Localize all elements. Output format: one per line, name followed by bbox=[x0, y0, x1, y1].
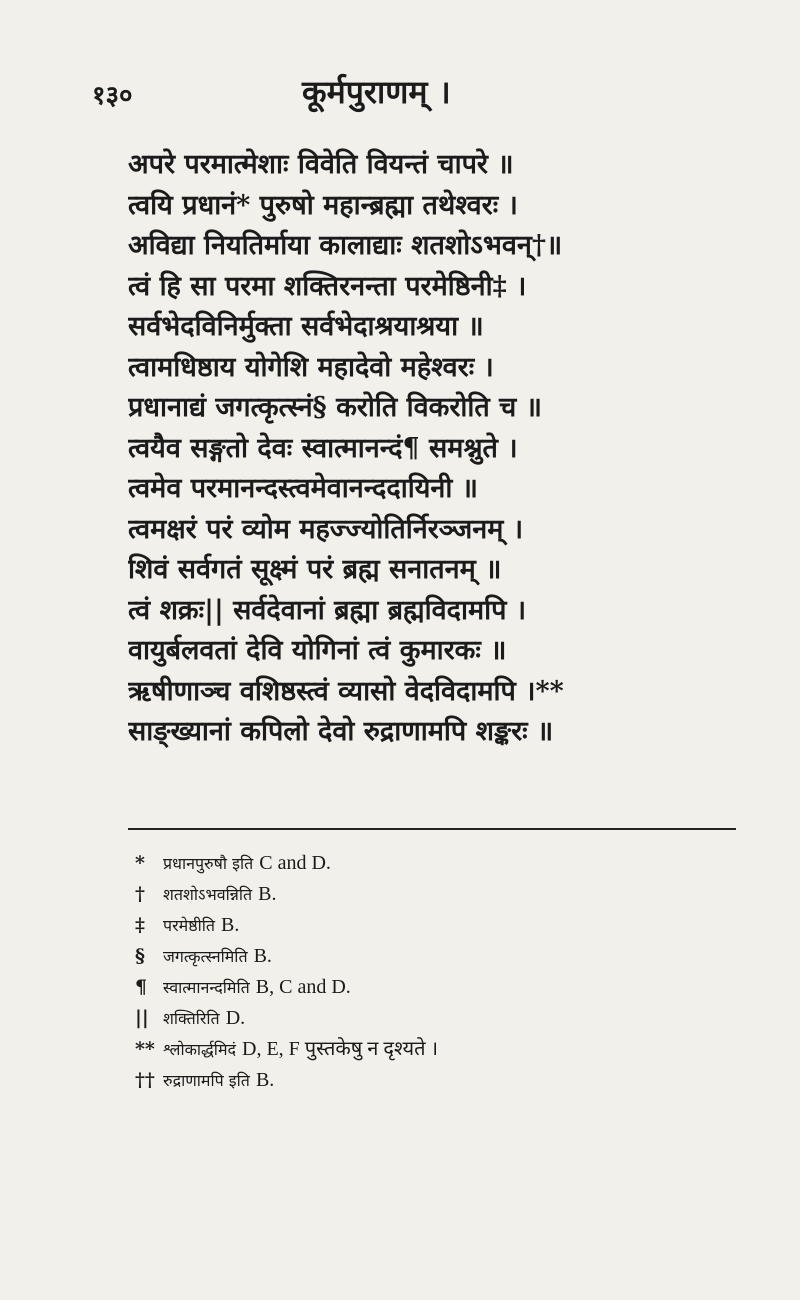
verse-line: त्वमेव परमानन्दस्त्वमेवानन्ददायिनी ॥ bbox=[128, 473, 478, 504]
footnote bbox=[135, 941, 735, 972]
footnote-mark: ** bbox=[135, 1038, 155, 1060]
footnote-text: स्वात्मानन्दमिति bbox=[163, 978, 250, 997]
footnote-text: रुद्राणामपि इति bbox=[163, 1071, 250, 1090]
footnote-source: B, C and D. bbox=[255, 976, 351, 998]
footnote bbox=[135, 910, 735, 941]
running-title: कूर्मपुराणम् । bbox=[302, 73, 451, 111]
footnote-text: परमेष्ठीति bbox=[163, 916, 216, 935]
footnote-text: श्लोकार्द्धमिदं bbox=[163, 1040, 237, 1059]
footnote bbox=[135, 972, 735, 1003]
footnote-text: प्रधानपुरुषौ इति bbox=[163, 854, 254, 873]
footnote-mark: || bbox=[135, 1007, 149, 1029]
verse-line: त्वयि प्रधानं* पुरुषो महान्ब्रह्मा तथेश्वरः । bbox=[128, 189, 518, 221]
footnote-text: शक्तिरिति bbox=[163, 1009, 220, 1028]
footnote-source: B. bbox=[258, 883, 277, 905]
page-number: १३० bbox=[92, 81, 133, 111]
verse-line: प्रधानाद्यं जगत्कृत्स्नं§ करोति विकरोति च ॥ bbox=[128, 392, 542, 423]
footnotes bbox=[135, 848, 735, 1096]
footnote-source: C and D. bbox=[259, 852, 331, 874]
footnote-mark: ¶ bbox=[135, 976, 148, 998]
verse-line: त्वं शक्रः|| सर्वदेवानां ब्रह्मा ब्रह्मविदामपि । bbox=[128, 594, 527, 626]
verse-line: त्वं हि सा परमा शक्तिरनन्ता परमेष्ठिनी‡ । bbox=[128, 270, 527, 302]
verse-line: साङ्ख्यानां कपिलो देवो रुद्राणामपि शङ्करः ॥ bbox=[128, 716, 554, 747]
footnote-mark: * bbox=[135, 852, 145, 874]
verse-line: शिवं सर्वगतं सूक्ष्मं परं ब्रह्म सनातनम् ॥ bbox=[128, 554, 502, 585]
verse-line: सर्वभेदविनिर्मुक्ता सर्वभेदाश्रयाश्रया ॥ bbox=[128, 311, 484, 342]
footnote bbox=[135, 1034, 735, 1065]
verse-line: त्वामधिष्ठाय योगेशि महादेवो महेश्वरः । bbox=[128, 351, 494, 383]
footnote bbox=[135, 1065, 735, 1096]
footnote-divider bbox=[128, 828, 736, 830]
footnote-text: जगत्कृत्स्नमिति bbox=[163, 947, 248, 966]
footnote-mark: † bbox=[135, 883, 145, 905]
verse-line: अविद्या नियतिर्माया कालाद्याः शतशोऽभवन्†॥ bbox=[128, 230, 563, 261]
verse-line: अपरे परमात्मेशाः विवेति वियन्तं चापरे ॥ bbox=[128, 149, 514, 180]
footnote-source: B. bbox=[253, 945, 272, 967]
page-header bbox=[92, 70, 732, 120]
footnote-source: B. bbox=[255, 1069, 275, 1091]
footnote-source: B. bbox=[221, 914, 240, 936]
footnote-mark: †† bbox=[135, 1069, 155, 1091]
footnote-source: D. bbox=[225, 1007, 246, 1029]
verse-block bbox=[128, 145, 728, 753]
verse-line: त्वमक्षरं परं व्योम महज्ज्योतिर्निरञ्जनम् । bbox=[128, 513, 524, 545]
footnote bbox=[135, 879, 735, 910]
footnote bbox=[135, 848, 735, 879]
footnote-mark: ‡ bbox=[135, 914, 145, 936]
verse-line: वायुर्बलवतां देवि योगिनां त्वं कुमारकः ॥ bbox=[128, 635, 507, 666]
footnote-source: D, E, F पुस्तकेषु न दृश्यते । bbox=[242, 1038, 439, 1060]
footnote-text: शतशोऽभवन्निति bbox=[163, 885, 253, 904]
footnote-mark: § bbox=[135, 945, 145, 967]
verse-line: त्वयैव सङ्गतो देवः स्वात्मानन्दं¶ समश्नुते । bbox=[128, 432, 518, 464]
verse-line: ऋषीणाञ्च वशिष्ठस्त्वं व्यासो वेदविदामपि ।** bbox=[128, 675, 564, 707]
footnote bbox=[135, 1003, 735, 1034]
